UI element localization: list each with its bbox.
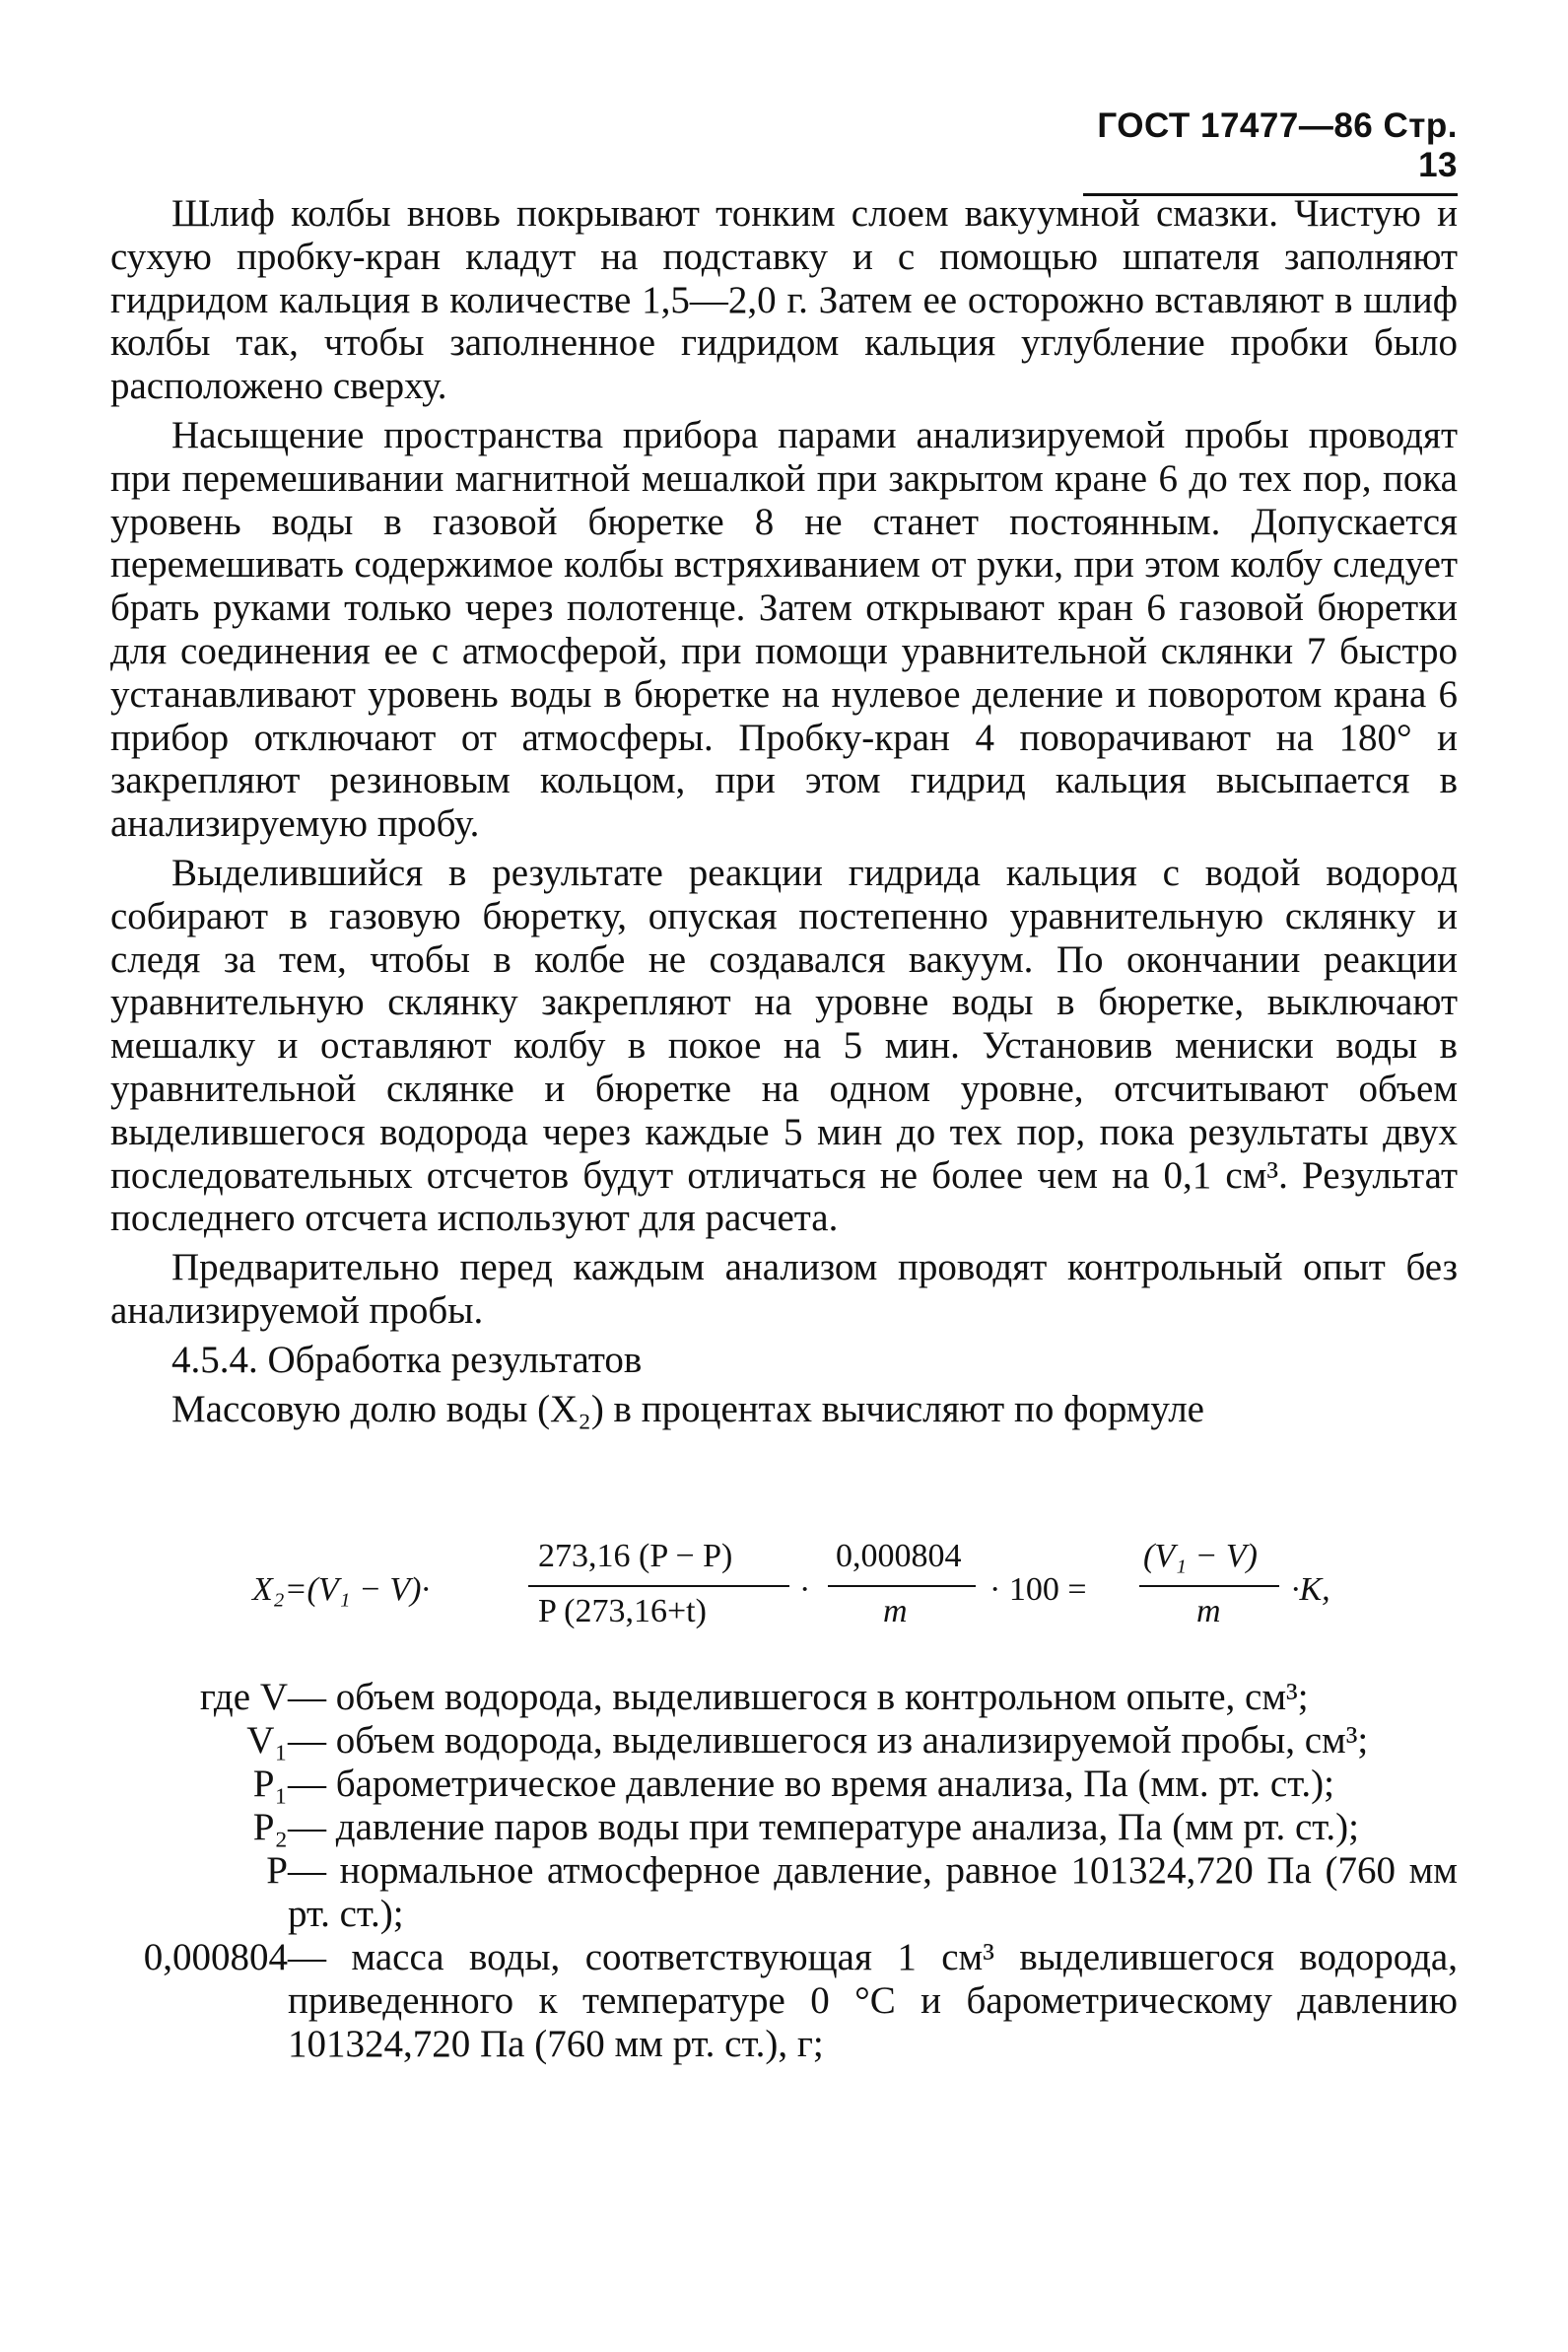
formula-denominator-3: m (1196, 1593, 1221, 1629)
definition-text: — нормальное атмосферное давление, равное 101324,720 Па (760 мм рт. ст.); (288, 1849, 1458, 1935)
paragraph: Насыщение пространства прибора парами анализируемой пробы проводят при перемешивании магнитной мешалкой при закрытом кране 6 до тех пор, пока уровень воды в газовой бюретке 8 не станет постоянным. Допускается перемешивать содержимое колбы встряхиванием от руки, при этом колбу следует брать руками только через полотенце. Затем открывают кран 6 газовой бюретки для соединения ее с атмосферой, при помощи уравнительной склянки 7 быстро устанавливают уровень воды в бюретке на нулевое деление и поворотом крана 6 прибор отключают от атмосферы. Пробку-кран 4 поворачивают на 180° и закрепляют резиновым кольцом, при этом гидрид кальция высыпается в анализируемую пробу. (110, 413, 1458, 846)
definition-row (110, 1806, 1458, 1849)
fraction-bar (828, 1585, 976, 1587)
formula-denominator-2: m (883, 1593, 908, 1629)
definition-text: — давление паров воды при температуре анализа, Па (мм рт. ст.); (288, 1806, 1359, 1848)
definition-row (110, 1719, 1458, 1763)
definition-symbol: P₂ (252, 1806, 288, 1848)
formula-lhs: X₂=(V₁ − V)· (252, 1571, 430, 1608)
formula-numerator-2: 0,000804 (836, 1538, 962, 1574)
definition-symbol: 0,000804 (143, 1936, 288, 1978)
formula-mid: · 100 = (989, 1571, 1087, 1608)
definition-symbol: V₁ (246, 1719, 288, 1762)
body-text (110, 192, 1458, 1430)
definition-row (110, 1676, 1458, 1719)
definition-symbol: P (266, 1849, 288, 1892)
definition-symbol: P₁ (252, 1763, 288, 1805)
definition-row (110, 1936, 1458, 2066)
definition-symbol: где V (199, 1676, 288, 1718)
running-head: ГОСТ 17477—86 Стр. 13 (1083, 106, 1458, 196)
definition-text: — объем водорода, выделившегося в контрольном опыте, см³; (288, 1676, 1309, 1718)
formula-tail: ·K, (1291, 1571, 1330, 1608)
formula-numerator-1: 273,16 (P − P) (538, 1538, 733, 1574)
formula-denominator-1: P (273,16+t) (538, 1593, 707, 1629)
formula-dot: · (799, 1571, 811, 1608)
definition-text: — барометрическое давление во время анализа, Па (мм. рт. ст.); (288, 1763, 1334, 1805)
paragraph: Предварительно перед каждым анализом проводят контрольный опыт без анализируемой пробы. (110, 1246, 1458, 1332)
paragraph: Выделившийся в результате реакции гидрида кальция с водой водород собирают в газовую бюретку, опуская постепенно уравнительную склянку и следя за тем, чтобы в колбе не создавался вакуум. По окончании реакции уравнительную склянку закрепляют на уровне воды в бюретке, выключают мешалку и оставляют колбу в покое на 5 мин. Установив мениски воды в уравнительной склянке и бюретке на одном уровне, отсчитывают объем выделившегося водорода через каждые 5 мин до тех пор, пока результаты двух последовательных отсчетов будут отличаться не более чем на 0,1 см³. Результат последнего отсчета используют для расчета. (110, 851, 1458, 1240)
definition-text: — масса воды, соответствующая 1 см³ выделившегося водорода, приведенного к температуре 0 °С и барометрическому давлению 101324,720 Па (760 мм рт. ст.), г; (288, 1936, 1458, 2065)
formula-intro: Массовую долю воды (X₂) в процентах вычисляют по формуле (171, 1387, 1204, 1430)
definition-row (110, 1849, 1458, 1936)
formula (252, 1538, 1415, 1656)
formula-numerator-3: (V₁ − V) (1143, 1538, 1258, 1574)
paragraph: Шлиф колбы вновь покрывают тонким слоем вакуумной смазки. Чистую и сухую пробку-кран кладут на подставку и с помощью шпателя заполняют гидридом кальция в количестве 1,5—2,0 г. Затем ее осторожно вставляют в шлиф колбы так, чтобы заполненное гидридом кальция углубление пробки было расположено сверху. (110, 192, 1458, 408)
fraction-bar (1139, 1585, 1279, 1587)
definitions-list (110, 1676, 1458, 2066)
section-heading: 4.5.4. Обработка результатов (171, 1338, 643, 1381)
definition-row (110, 1763, 1458, 1806)
definition-text: — объем водорода, выделившегося из анализируемой пробы, см³; (288, 1719, 1369, 1762)
fraction-bar (528, 1585, 789, 1587)
